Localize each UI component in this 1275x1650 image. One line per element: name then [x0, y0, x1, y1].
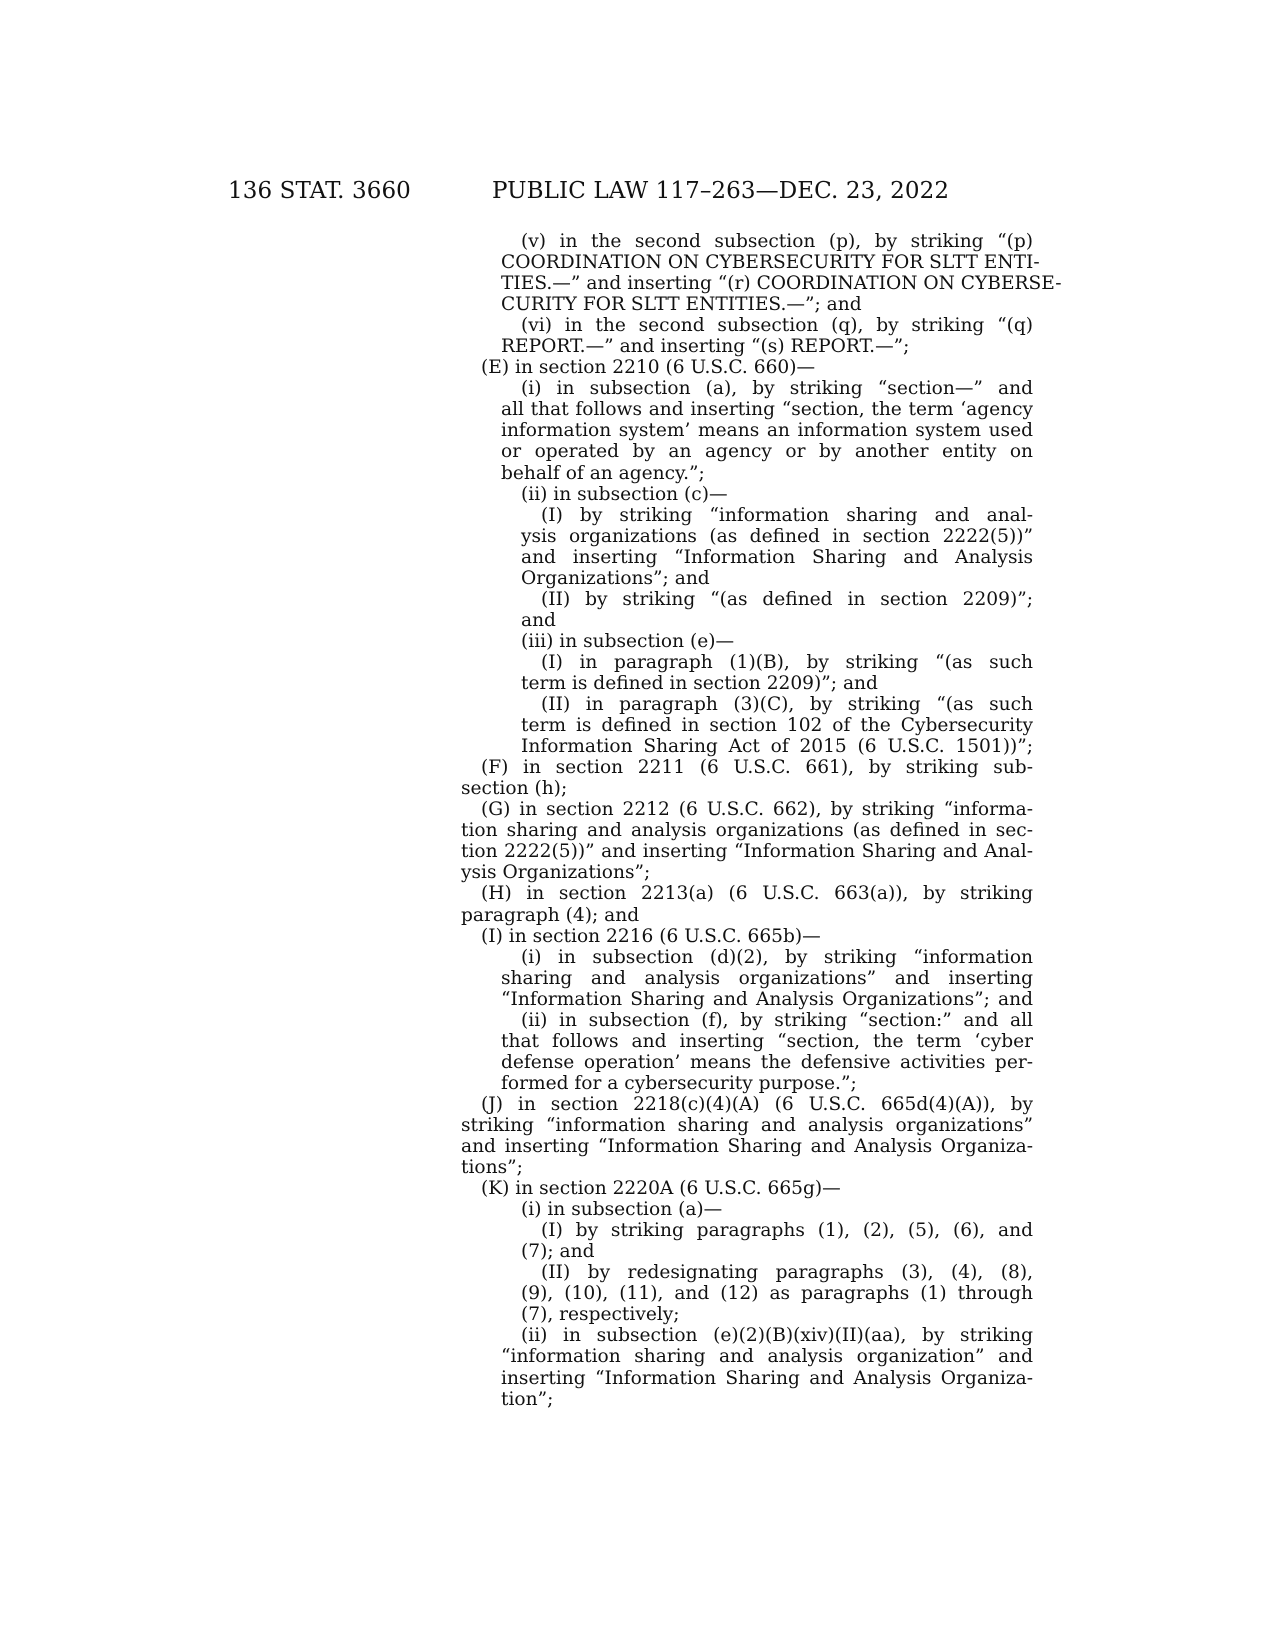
text-line: and inserting “Information Sharing and Analysis: [521, 546, 1033, 568]
public-law-title: PUBLIC LAW 117–263—DEC. 23, 2022: [492, 178, 950, 204]
text-line: (I) in paragraph (1)(B), by striking “(as such: [541, 651, 1033, 673]
text-line: (i) in subsection (d)(2), by striking “information: [521, 946, 1033, 968]
text-line: (v) in the second subsection (p), by striking “(p): [521, 231, 1033, 252]
text-line: inserting “Information Sharing and Analysis Organiza-: [501, 1367, 1033, 1389]
text-line: “Information Sharing and Analysis Organizations”; and: [501, 988, 1033, 1010]
text-line: (I) in section 2216 (6 U.S.C. 665b)—: [481, 925, 821, 947]
text-line: (i) in subsection (a)—: [521, 1199, 723, 1221]
text-line: REPORT.—” and inserting “(s) REPORT.—”;: [501, 336, 910, 358]
text-line: (7), respectively;: [521, 1304, 680, 1326]
text-line: that follows and inserting “section, the term ‘cyber: [501, 1030, 1033, 1052]
text-line: (7); and: [521, 1241, 595, 1263]
text-line: information system’ means an information system used: [501, 420, 1033, 442]
text-line: (F) in section 2211 (6 U.S.C. 661), by striking sub-: [481, 757, 1033, 779]
text-line: ysis organizations (as defined in section 2222(5))”: [521, 525, 1033, 547]
text-line: COORDINATION ON CYBERSECURITY FOR SLTT ENTI-: [501, 252, 1040, 274]
text-line: or operated by an agency or by another entity on: [501, 441, 1033, 463]
statute-body-text: [461, 231, 1062, 1410]
text-line: tions”;: [461, 1157, 523, 1179]
text-line: (K) in section 2220A (6 U.S.C. 665g)—: [481, 1178, 841, 1200]
text-line: (vi) in the second subsection (q), by striking “(q): [521, 315, 1033, 337]
text-line: CURITY FOR SLTT ENTITIES.—”; and: [501, 294, 862, 316]
text-line: “information sharing and analysis organization” and: [501, 1346, 1033, 1368]
text-line: (ii) in subsection (c)—: [521, 483, 728, 505]
text-line: (II) by redesignating paragraphs (3), (4), (8),: [541, 1262, 1033, 1284]
text-line: (G) in section 2212 (6 U.S.C. 662), by striking “informa-: [481, 799, 1033, 821]
text-line: paragraph (4); and: [461, 904, 640, 926]
text-line: defense operation’ means the defensive activities per-: [501, 1051, 1033, 1073]
text-line: (iii) in subsection (e)—: [521, 630, 735, 652]
text-line: sharing and analysis organizations” and inserting: [501, 967, 1033, 989]
text-line: (J) in section 2218(c)(4)(A) (6 U.S.C. 665d(4)(A)), by: [481, 1093, 1033, 1115]
text-line: TIES.—” and inserting “(r) COORDINATION ON CYBERSE-: [501, 273, 1062, 295]
text-line: (ii) in subsection (e)(2)(B)(xiv)(II)(aa), by striking: [521, 1325, 1033, 1347]
statute-page-reference: 136 STAT. 3660: [228, 178, 411, 204]
text-line: (ii) in subsection (f), by striking “section:” and all: [521, 1009, 1033, 1031]
text-line: behalf of an agency.”;: [501, 462, 705, 484]
page-header: [0, 178, 1275, 214]
text-line: term is defined in section 102 of the Cybersecurity: [521, 715, 1033, 737]
text-line: formed for a cybersecurity purpose.”;: [501, 1072, 857, 1094]
text-line: (I) by striking “information sharing and anal-: [541, 504, 1033, 526]
text-line: (H) in section 2213(a) (6 U.S.C. 663(a)), by striking: [481, 883, 1033, 905]
text-line: tion sharing and analysis organizations (as defined in sec-: [461, 820, 1033, 842]
text-line: Organizations”; and: [521, 567, 710, 589]
text-line: (9), (10), (11), and (12) as paragraphs (1) through: [521, 1283, 1033, 1305]
text-line: (E) in section 2210 (6 U.S.C. 660)—: [481, 357, 816, 379]
text-line: term is defined in section 2209)”; and: [521, 672, 878, 694]
text-line: all that follows and inserting “section, the term ‘agency: [501, 399, 1033, 421]
text-line: tion 2222(5))” and inserting “Information Sharing and Anal-: [461, 841, 1033, 863]
text-line: Information Sharing Act of 2015 (6 U.S.C. 1501))”;: [521, 736, 1033, 758]
text-line: and: [521, 609, 556, 631]
text-line: (I) by striking paragraphs (1), (2), (5), (6), and: [541, 1220, 1033, 1242]
text-line: (i) in subsection (a), by striking “section—” and: [521, 378, 1033, 400]
text-line: striking “information sharing and analysis organizations”: [461, 1114, 1033, 1136]
text-line: (II) in paragraph (3)(C), by striking “(as such: [541, 694, 1033, 716]
text-line: (II) by striking “(as defined in section 2209)”;: [541, 588, 1033, 610]
text-line: tion”;: [501, 1388, 554, 1410]
text-line: ysis Organizations”;: [461, 862, 651, 884]
text-line: section (h);: [461, 778, 568, 800]
text-line: and inserting “Information Sharing and Analysis Organiza-: [461, 1136, 1033, 1158]
